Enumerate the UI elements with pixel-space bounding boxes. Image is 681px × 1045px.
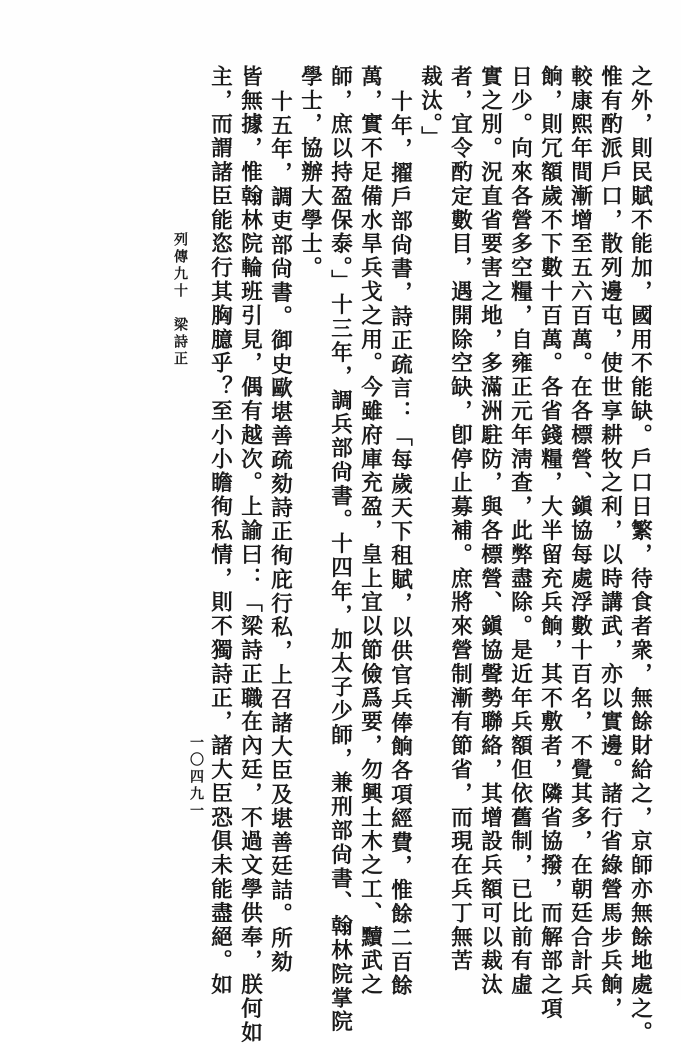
text-column: 十五年，調吏部尙書。御史歐堪善疏劾詩正徇庇行私，上召諸大臣及堪善廷詰。所劾 <box>267 90 293 975</box>
text-column: 餉，則冗額歲不下數十百萬。各省錢糧，大半留充兵餉，其不敷者，隣省協撥，而解部之項 <box>537 65 563 1021</box>
running-title: 列傳九十 梁詩正 <box>172 232 188 368</box>
text-column: 較康熙年間漸增至五六百萬。在各標營、鎭協每處浮數十百名，不覺其多，在朝廷合計兵 <box>567 65 593 998</box>
text-column: 惟有酌派戶口，散列邊屯，使世享耕牧之利，以時講武，亦以實邊。諸行省綠營馬步兵餉， <box>597 65 623 1021</box>
text-column: 實之別。況直省要害之地，多滿洲駐防，與各標營、鎭協聲勢聯絡，其增設兵額可以裁汰 <box>477 65 503 998</box>
text-column: 之外，則民賦不能加，國用不能缺。戶口日繁，待食者衆，無餘財給之，京師亦無餘地處之。 <box>627 65 653 1045</box>
text-column: 日少。向來各營多空糧，自雍正元年淸查，此弊盡除。是近年兵額但依舊制，已比前有虛 <box>507 65 533 998</box>
text-column: 學士，協辦大學士。 <box>297 65 323 281</box>
text-column: 萬，實不足備水旱兵戈之用。今雖府庫充盈，皇上宜以節儉爲要，勿興土木之工、黷武之 <box>357 65 383 998</box>
text-column: 者，宜令酌定數目，遇開除空缺，卽停止募補。庶將來營制漸有節省，而現在兵丁無苦 <box>447 65 473 974</box>
text-column: 十年，擢戶部尙書，詩正疏言：「每歲天下租賦，以供官兵俸餉各項經費，惟餘二百餘 <box>387 90 413 999</box>
page-number: 一〇四九一 <box>188 735 204 820</box>
text-column: 師，庶以持盈保泰。」十三年，調兵部尙書。十四年，加太子少師，兼刑部尙書、翰林院掌院 <box>327 65 353 1035</box>
text-column: 裁汰。」 <box>417 65 443 150</box>
text-column: 皆無據，惟翰林院輪班引見，偶有越次。上諭曰：「梁詩正職在內廷，不過文學供奉，朕何如 <box>237 65 263 1045</box>
text-column: 主，而謂諸臣能恣行其胸臆乎？至小小瞻徇私情，則不獨詩正，諸大臣恐俱未能盡絕。如 <box>207 65 233 998</box>
